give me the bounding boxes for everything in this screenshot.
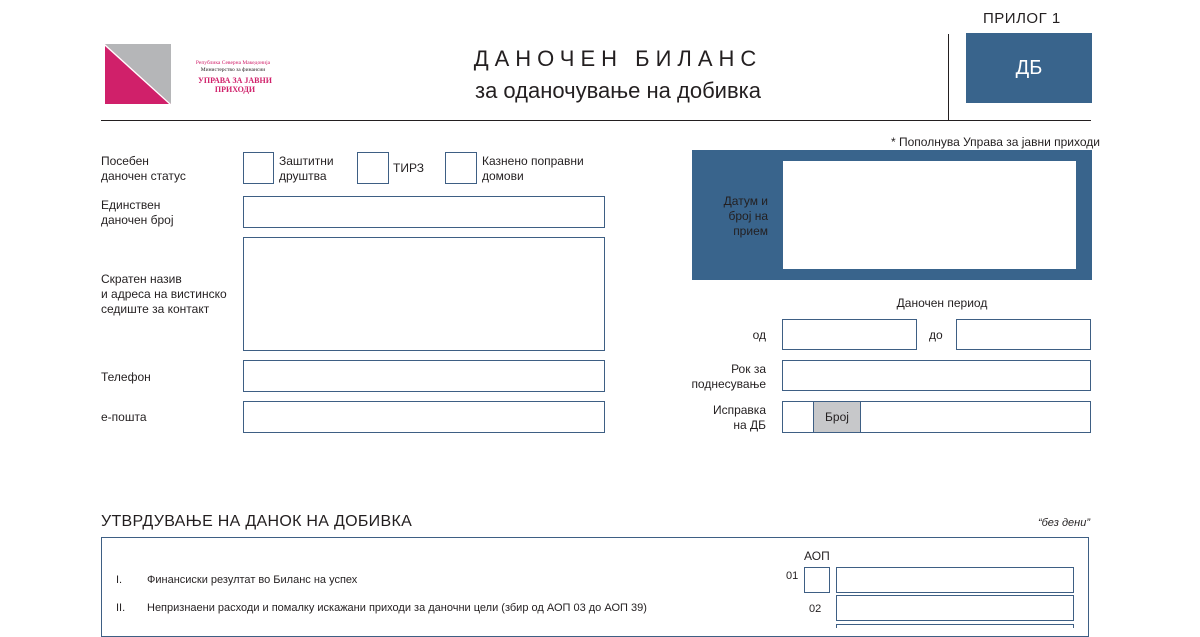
option-protective-line2: друштва	[279, 169, 327, 183]
special-status-label-line2: даночен статус	[101, 169, 186, 183]
receipt-label-line2: број на	[728, 209, 768, 223]
deadline-label-line1: Рок за	[731, 362, 766, 376]
row-number: II.	[116, 602, 126, 614]
name-address-field[interactable]	[243, 237, 605, 351]
header-divider	[948, 34, 949, 120]
office-use-note: * Пополнува Управа за јавни приходи	[890, 135, 1100, 149]
period-from-field[interactable]	[782, 319, 917, 350]
option-correctional-line1: Казнено поправни	[482, 154, 584, 168]
deadline-label-line2: поднесување	[691, 377, 766, 391]
period-to-field[interactable]	[956, 319, 1091, 350]
tax-number-field[interactable]	[243, 196, 605, 228]
name-address-label	[101, 272, 227, 317]
logo-line-3: УПРАВА ЗА ЈАВНИ ПРИХОДИ	[198, 76, 272, 94]
row-description: Непризнаени расходи и помалку искажани приходи за даночни цели (збир од АОП 03 до АОП 39)	[147, 602, 647, 614]
row-checkbox[interactable]	[804, 567, 830, 593]
row-description: Финансиски резултат во Биланс на успех	[147, 574, 358, 586]
receipt-panel	[692, 150, 1092, 280]
period-to-label: до	[929, 328, 943, 342]
logo-emblem-icon	[105, 44, 171, 104]
row-number: I.	[116, 574, 123, 586]
annex-label: ПРИЛОГ 1	[983, 10, 1061, 27]
receipt-label-line3: прием	[733, 224, 768, 238]
tax-number-label-line2: даночен број	[101, 213, 174, 227]
option-protective-companies	[279, 154, 334, 184]
correction-label	[640, 403, 766, 433]
row-value-field[interactable]	[836, 595, 1074, 621]
receipt-label	[692, 194, 768, 239]
correction-field[interactable]	[782, 401, 1091, 433]
currency-note: “без дени”	[1037, 517, 1090, 529]
phone-label: Телефон	[101, 370, 151, 384]
tax-number-label	[101, 198, 174, 228]
header-rule	[101, 120, 1091, 121]
row-aop: 01	[786, 570, 799, 582]
period-from-label: од	[752, 328, 766, 342]
name-address-label-line3: седиште за контакт	[101, 302, 210, 316]
row-value-field[interactable]	[836, 567, 1074, 593]
receipt-label-line1: Датум и	[723, 194, 768, 208]
form-code-badge: ДБ	[966, 33, 1092, 103]
tax-period-title: Даночен период	[896, 296, 988, 310]
phone-field[interactable]	[243, 360, 605, 392]
name-address-label-line2: и адреса на вистинско	[101, 287, 227, 301]
name-address-label-line1: Скратен назив	[101, 272, 182, 286]
row-aop: 02	[809, 603, 822, 615]
page-title: ДАНОЧЕН БИЛАНС	[473, 46, 763, 71]
deadline-label	[640, 362, 766, 392]
section-title: УТВРДУВАЊЕ НА ДАНОК НА ДОБИВКА	[101, 513, 413, 530]
correction-label-line1: Исправка	[712, 403, 766, 417]
logo-line-2: Министерство за финансии	[200, 67, 266, 73]
correction-label-line2: на ДБ	[733, 418, 766, 432]
deadline-field[interactable]	[782, 360, 1091, 391]
option-protective-line1: Заштитни	[279, 154, 334, 168]
special-status-label-line1: Посебен	[101, 154, 149, 168]
special-status-label	[101, 154, 186, 184]
checkbox-protective-companies[interactable]	[243, 152, 274, 184]
option-correctional-homes	[482, 154, 584, 184]
email-label: е-пошта	[101, 410, 147, 424]
tax-number-label-line1: Единствен	[101, 198, 161, 212]
checkbox-tirz[interactable]	[357, 152, 389, 184]
option-correctional-line2: домови	[482, 169, 524, 183]
receipt-field[interactable]	[783, 161, 1076, 269]
page-subtitle: за оданочување на добивка	[474, 78, 761, 103]
option-tirz: ТИРЗ	[393, 161, 424, 175]
checkbox-correctional-homes[interactable]	[445, 152, 477, 184]
logo-line-1: Република Северна Македонија	[195, 60, 271, 66]
correction-number-label: Број	[813, 402, 861, 432]
email-field[interactable]	[243, 401, 605, 433]
next-row-value-field[interactable]	[836, 624, 1074, 628]
aop-header: АОП	[804, 549, 830, 563]
